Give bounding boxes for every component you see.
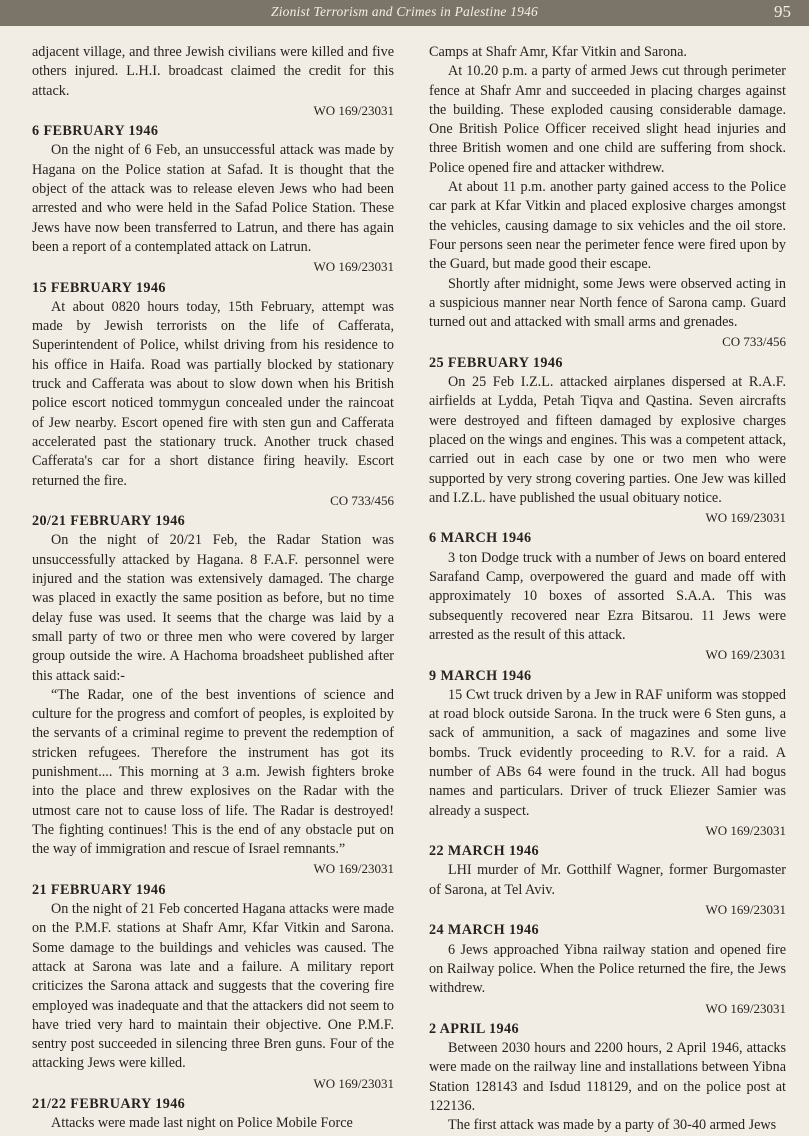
source-reference: WO 169/23031 xyxy=(705,822,786,838)
header-title: Zionist Terrorism and Crimes in Palestine 1946 xyxy=(271,4,538,19)
entry-date-heading: 6 FEBRUARY 1946 xyxy=(32,123,159,140)
paragraph: Camps at Shafr Amr, Kfar Vitkin and Sarona. xyxy=(429,44,687,60)
paragraph: At about 0820 hours today, 15th February, attempt was made by Jewish terrorists on the life of Cafferata, Superintendent of Police, whilst driving from his residence to his office in Haifa. Road was partially blocked by stationary truck and Cafferata was about to slow down when his British police escort noticed tommygun concealed under the raincoat of Jew nearby. Escort opened fire with sten gun and Cafferata accelerated past the stationary truck. Another truck chased Cafferata's car for a short distance firing heavily. Escort returned the fire. xyxy=(32,298,394,489)
paragraph: 15 Cwt truck driven by a Jew in RAF uniform was stopped at road block outside Sarona. In the truck were 6 Sten guns, a sack of ammunition, a sack of magazines and some live bombs. Truck evidently proceeding to R.V. for a raid. A number of ABs 64 were found in the truck. All had bogus names and particulars. Driver of truck Eliezer Samier was already a suspect. xyxy=(429,686,786,819)
source-reference: WO 169/23031 xyxy=(313,861,394,877)
source-reference: WO 169/23031 xyxy=(313,102,394,118)
paragraph: On the night of 21 Feb concerted Hagana attacks were made on the P.M.F. stations at Shafr Amr, Kfar Vitkin and Sarona. Some damage to the buildings and vehicles was caused. The attack at Sarona was late and a failure. A military report criticizes the Sarona attack and suggests that the covering fire employed was inadequate and that the attackers did not seem to have tried very hard to maintain their objective. One P.M.F. sentry post succeeded in silencing three Bren guns. Four of the attacking Jews were killed. xyxy=(32,901,394,1072)
entry-date-heading: 21 FEBRUARY 1946 xyxy=(32,881,166,898)
running-header xyxy=(0,0,809,26)
entry-date-heading: 20/21 FEBRUARY 1946 xyxy=(32,513,186,530)
source-reference: WO 169/23031 xyxy=(313,1075,394,1091)
paragraph: Between 2030 hours and 2200 hours, 2 April 1946, attacks were made on the railway line and installations between Yibna Station 128143 and Isdud 118129, and on the police post at 122136. xyxy=(429,1040,786,1115)
paragraph: On the night of 20/21 Feb, the Radar Station was unsuccessfully attacked by Hagana. 8 F.A.F. personnel were injured and the station was extensively damaged. The charge was placed in exactly the same position as before, but no time delay fuse was used. It seems that the charge was laid by a small party of two or three men who were covered by larger group outside the wire. A Hachoma broadsheet published after this attack said:- xyxy=(32,532,394,684)
source-reference: WO 169/23031 xyxy=(313,259,394,275)
paragraph: The first attack was made by a party of 30-40 armed Jews xyxy=(448,1117,777,1134)
paragraph: “The Radar, one of the best inventions of science and culture for the progress and comfort of peoples, is exploited by the servants of a criminal regime to prevent the redemption of stricken refugees. Therefore the instrument has got its punishment.... This morning at 3 a.m. Jewish fighters broke into the place and threw explosives on the Radar with the utmost care not to cause loss of life. The Radar is destroyed! The fighting continues! This is the end of any obstacle put on the way of immigration and rescue of Israel remnants.” xyxy=(32,686,394,858)
entry-date-heading: 21/22 FEBRUARY 1946 xyxy=(32,1096,186,1113)
paragraph: On 25 Feb I.Z.L. attacked airplanes dispersed at R.A.F. airfields at Lydda, Petah Tiqva and Qastina. Seven aircrafts were destroyed and fifteen damaged by explosive charges placed on the wings and engines. This was a competent attack, carried out in each case by one or two men who were supported by very strong covering parties. One Jew was killed and I.Z.L. have published the usual obituary notice. xyxy=(429,374,786,506)
source-reference: CO 733/456 xyxy=(722,334,786,350)
paragraph: LHI murder of Mr. Gotthilf Wagner, former Burgomaster of Sarona, at Tel Aviv. xyxy=(429,862,786,898)
source-reference: CO 733/456 xyxy=(330,492,394,508)
paragraph: On the night of 6 Feb, an unsuccessful attack was made by Hagana on the Police station at Safad. It is thought that the object of the attack was to release eleven Jews who had been arrested and who were held in the Safad Police Station. These Jews have now been transferred to Latrun, and there has again been a report of a contemplated attack on Latrun. xyxy=(32,142,394,255)
paragraph: adjacent village, and three Jewish civilians were killed and five others injured. L.H.I. broadcast claimed the credit for this attack. xyxy=(32,44,394,99)
entry-date-heading: 24 MARCH 1946 xyxy=(429,922,540,939)
paragraph: At 10.20 p.m. a party of armed Jews cut through perimeter fence at Shafr Amr and succeeded in placing charges against the building. These exploded causing considerable damage. One British Police Officer received slight head injuries and three British women and one child are suffering from shock. Police opened fire and attacker withdrew. xyxy=(429,63,786,176)
paragraph: 6 Jews approached Yibna railway station and opened fire on Railway police. When the Police returned the fire, the Jews withdrew. xyxy=(429,941,786,997)
source-reference: WO 169/23031 xyxy=(705,1000,786,1016)
paragraph: Attacks were made last night on Police Mobile Force xyxy=(51,1115,353,1132)
source-reference: WO 169/23031 xyxy=(705,647,786,663)
entry-date-heading: 25 FEBRUARY 1946 xyxy=(429,354,563,371)
paragraph: 3 ton Dodge truck with a number of Jews on board entered Sarafand Camp, overpowered the guard and made off with approximately 10 boxes of assorted S.A.A. This was subsequently recovered near Ezra Bitsarou. 11 Jews were arrested as the result of this attack. xyxy=(429,549,786,643)
source-reference: WO 169/23031 xyxy=(705,510,786,526)
entry-date-heading: 22 MARCH 1946 xyxy=(429,843,540,860)
right-column xyxy=(429,43,786,1136)
left-column xyxy=(32,43,394,1134)
entry-date-heading: 6 MARCH 1946 xyxy=(429,530,532,547)
entry-date-heading: 2 APRIL 1946 xyxy=(429,1020,519,1037)
paragraph: Shortly after midnight, some Jews were observed acting in a suspicious manner near North fence of Sarona camp. Guard turned out and attacked with small arms and grenades. xyxy=(429,275,786,331)
page-number: 95 xyxy=(774,2,791,21)
entry-date-heading: 15 FEBRUARY 1946 xyxy=(32,279,166,296)
source-reference: WO 169/23031 xyxy=(705,902,786,918)
entry-date-heading: 9 MARCH 1946 xyxy=(429,667,532,684)
paragraph: At about 11 p.m. another party gained access to the Police car park at Kfar Vitkin and placed explosive charges amongst the vehicles, causing damage to six vehicles and the oil store. Four persons seen near the perimeter fence were fired upon by the Guard, but made good their escape. xyxy=(429,179,786,273)
